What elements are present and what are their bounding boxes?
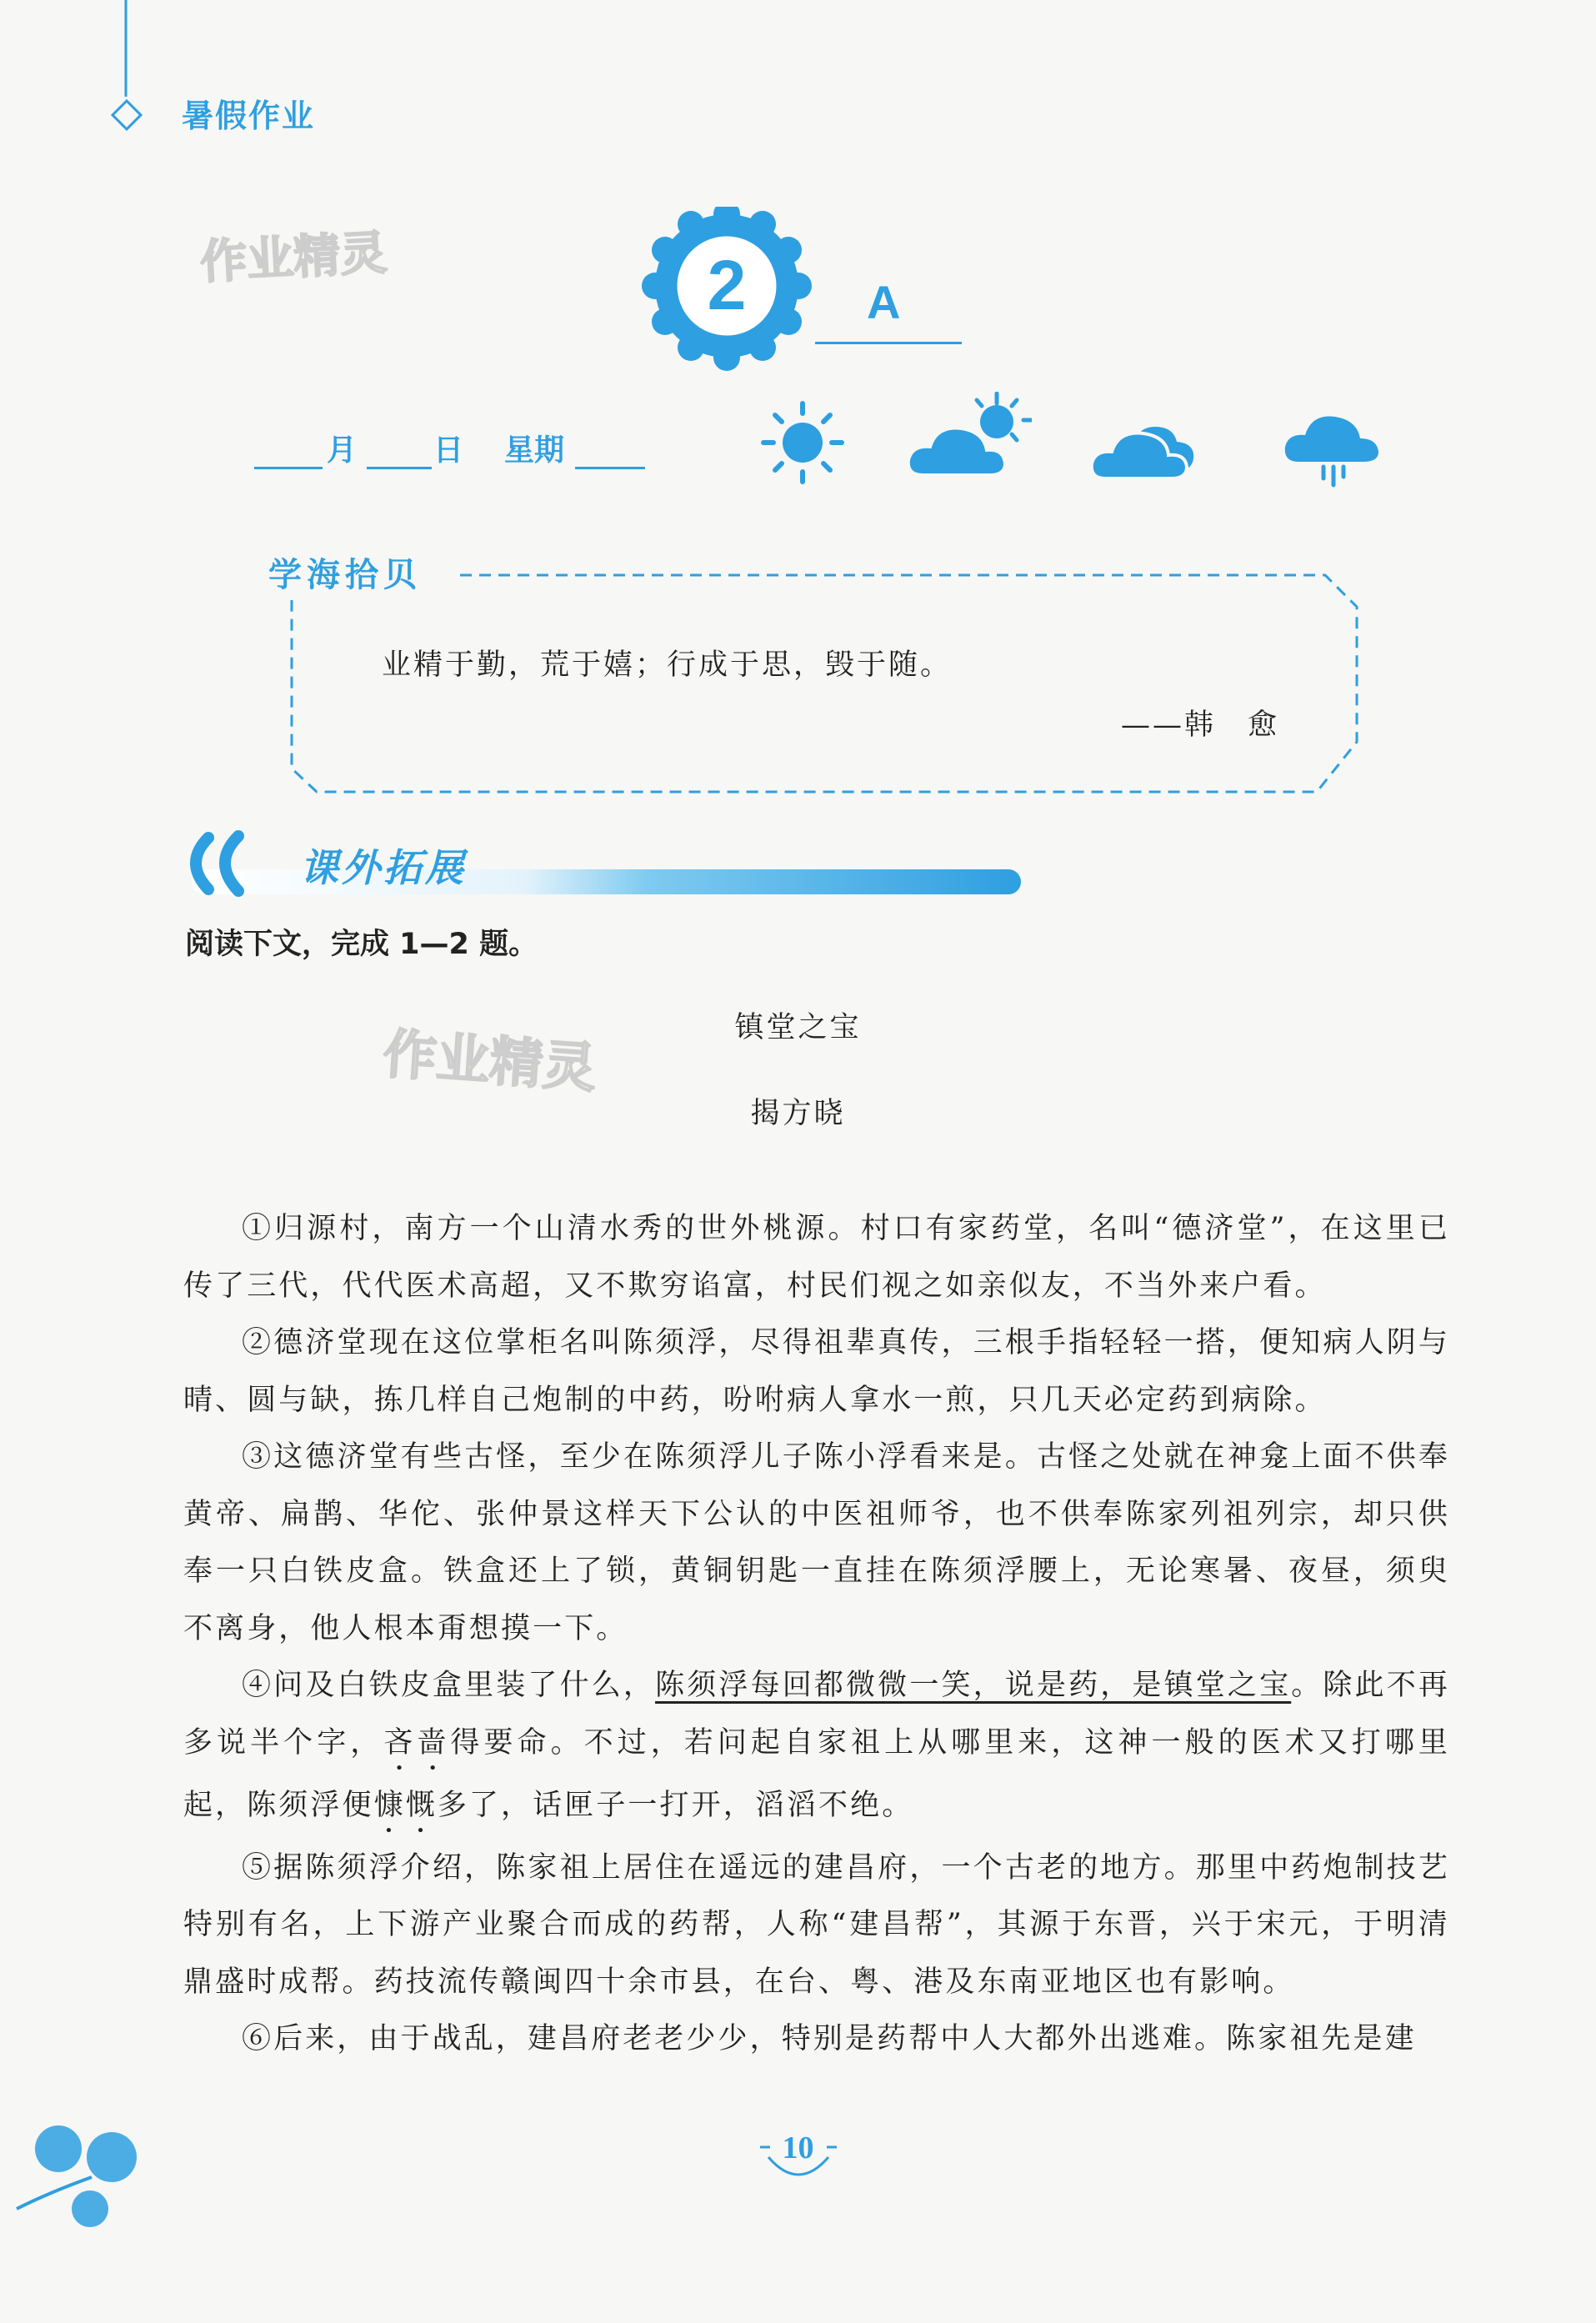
underlined-sentence: 陈须浮每回都微微一笑，说是药，是镇堂之宝 [655,1669,1292,1702]
cloudy-icon[interactable] [1090,407,1217,483]
watermark: 作业精灵 [381,1024,598,1100]
lesson-badge [635,207,818,373]
quote-author: ——韩 愈 [1121,708,1280,742]
paragraph-2: ②德济堂现在这位掌柜名叫陈须浮，尽得祖辈真传，三根手指轻轻一搭，便知病人阴与晴、圆与缺，拣几样自己炮制的中药，吩咐病人拿水一煎，只几天必定药到病除。 [183,1326,1450,1417]
paragraph-4 [183,1657,1450,1840]
partly-cloudy-icon[interactable] [907,392,1032,483]
lesson-letter: A [867,276,901,328]
month-blank[interactable] [254,467,323,469]
article-title: 镇堂之宝 [734,1011,862,1044]
day-label: 日 [433,433,464,468]
paragraph-1: ①归源村，南方一个山清水秀的世外桃源。村口有家药堂，名叫“德济堂”，在这里已传了三代，代代医术高超，又不欺穷谄富，村民们视之如亲似友，不当外来户看。 [183,1212,1450,1303]
month-label: 月 [327,433,358,468]
header-title: 暑假作业 [182,98,316,134]
emphasized-word: 慷慨 [373,1788,438,1822]
quote-text: 业精于勤，荒于嬉；行成于思，毁于随。 [382,648,953,682]
paragraph-4-part: 。除此不再多说半个字， [183,1669,1450,1760]
quote-title: 学海拾贝 [268,556,422,594]
paragraph-4-part: ④问及白铁皮盒里装了什么， [242,1669,656,1702]
lesson-number: 2 [707,246,747,324]
article-author: 揭方晓 [750,1097,846,1130]
paragraph-4-part: 多了，话匣子一打开，滔滔不绝。 [437,1788,914,1822]
weekday-blank[interactable] [575,467,645,469]
header-ornament [108,0,158,142]
day-blank[interactable] [367,467,432,469]
paragraph-6: ⑥后来，由于战乱，建昌府老老少少，特别是药帮中人大都外出逃难。陈家祖先是建 [242,2022,1417,2055]
sun-icon[interactable] [760,400,845,485]
page-number: 10 [782,2130,814,2165]
weekday-label: 星期 [504,433,565,468]
paragraph-3: ③这德济堂有些古怪，至少在陈须浮儿子陈小浮看来是。古怪之处就在神龛上面不供奉黄帝、扁鹊、华佗、张仲景这样天下公认的中医祖师爷，也不供奉陈家列祖列宗，却只供奉一只白铁皮盒。铁盒还上了锁，黄铜钥匙一直挂在陈须浮腰上，无论寒暑、夜昼，须臾不离身，他人根本甭想摸一下。 [183,1440,1450,1645]
watermark: 作业精灵 [198,226,388,290]
paragraph-5: ⑤据陈须浮介绍，陈家祖上居住在遥远的建昌府，一个古老的地方。那里中药炮制技艺特别有名，上下游产业聚合而成的药帮，人称“建昌帮”，其源于东晋，兴于宋元，于明清鼎盛时成帮。药技流传赣闽四十余市县，在台、粤、港及东南亚地区也有影响。 [183,1850,1450,1999]
instruction: 阅读下文，完成 1—2 题。 [185,928,538,961]
section-title: 课外拓展 [300,845,467,890]
emphasized-word: 吝啬 [383,1725,451,1760]
paragraph-4-part: 得要命。不过，若问起自家祖上从哪里来，这神一般的医术又打哪里起，陈须浮便 [183,1725,1450,1822]
lesson-underline [815,342,962,344]
article-body [183,1200,1450,2068]
rain-icon[interactable] [1283,407,1382,490]
